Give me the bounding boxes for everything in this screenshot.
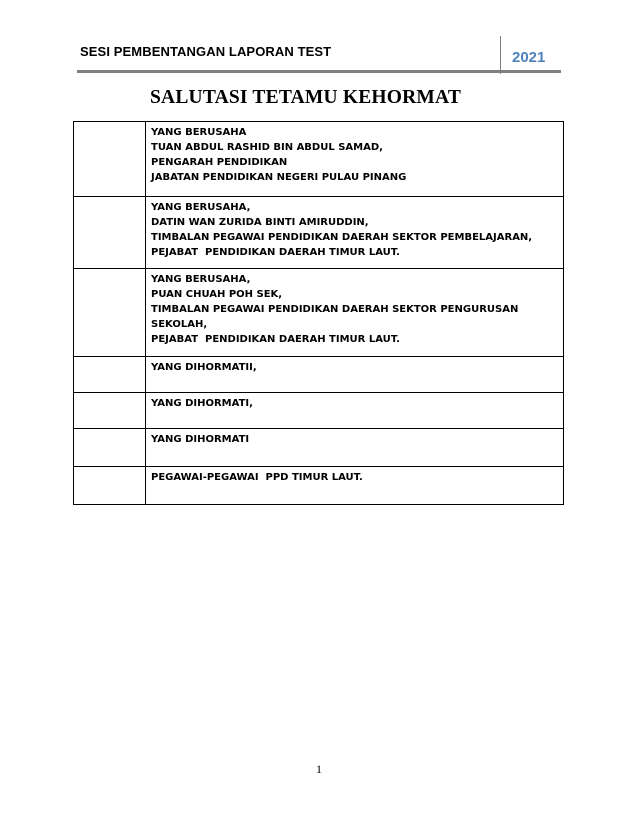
salutation-line: DATIN WAN ZURIDA BINTI AMIRUDDIN,	[151, 217, 369, 228]
salutation-line: SEKOLAH,	[151, 319, 208, 330]
salutation-cell	[146, 197, 564, 269]
salutation-text	[146, 393, 563, 416]
row-number-cell	[74, 393, 146, 429]
table-row	[74, 269, 564, 357]
row-number-cell	[74, 197, 146, 269]
table-row	[74, 467, 564, 505]
salutation-line: PEGAWAI-PEGAWAI PPD TIMUR LAUT.	[151, 472, 363, 483]
page-number: 1	[316, 762, 322, 776]
salutation-text	[146, 429, 563, 452]
salutation-cell	[146, 122, 564, 197]
row-number-cell	[74, 467, 146, 505]
salutation-line: PUAN CHUAH POH SEK,	[151, 289, 283, 300]
salutation-line: YANG BERUSAHA,	[151, 202, 251, 213]
salutation-line: PENGARAH PENDIDIKAN	[151, 157, 288, 168]
salutation-table	[73, 121, 564, 505]
salutation-cell	[146, 393, 564, 429]
row-number-cell	[74, 122, 146, 197]
salutation-cell	[146, 467, 564, 505]
salutation-text	[146, 122, 563, 190]
salutation-text	[146, 467, 563, 490]
table-row	[74, 393, 564, 429]
document-title: SALUTASI TETAMU KEHORMAT	[150, 87, 462, 108]
table-row	[74, 357, 564, 393]
table-row	[74, 429, 564, 467]
salutation-line: TIMBALAN PEGAWAI PENDIDIKAN DAERAH SEKTOR PEMBELAJARAN,	[151, 232, 533, 243]
salutation-line: PEJABAT PENDIDIKAN DAERAH TIMUR LAUT.	[151, 334, 400, 345]
salutation-line: YANG BERUSAHA	[151, 127, 247, 138]
salutation-line: TUAN ABDUL RASHID BIN ABDUL SAMAD,	[151, 142, 383, 153]
row-number-cell	[74, 429, 146, 467]
table-row	[74, 122, 564, 197]
salutation-line: YANG DIHORMATI,	[151, 398, 253, 409]
salutation-line: YANG BERUSAHA,	[151, 274, 251, 285]
header-year: 2021	[512, 49, 546, 66]
salutation-line: TIMBALAN PEGAWAI PENDIDIKAN DAERAH SEKTOR PENGURUSAN	[151, 304, 519, 315]
salutation-line: YANG DIHORMATI	[151, 434, 250, 445]
header-rule	[77, 70, 561, 73]
salutation-text	[146, 269, 563, 352]
salutation-text	[146, 357, 563, 380]
salutation-cell	[146, 357, 564, 393]
salutation-line: PEJABAT PENDIDIKAN DAERAH TIMUR LAUT.	[151, 247, 400, 258]
table-row	[74, 197, 564, 269]
salutation-text	[146, 197, 563, 265]
salutation-cell	[146, 269, 564, 357]
salutation-line: JABATAN PENDIDIKAN NEGERI PULAU PINANG	[151, 172, 407, 183]
row-number-cell	[74, 269, 146, 357]
row-number-cell	[74, 357, 146, 393]
salutation-cell	[146, 429, 564, 467]
header-divider	[500, 36, 501, 74]
header-title: SESI PEMBENTANGAN LAPORAN TEST	[80, 44, 332, 59]
salutation-line: YANG DIHORMATII,	[151, 362, 257, 373]
